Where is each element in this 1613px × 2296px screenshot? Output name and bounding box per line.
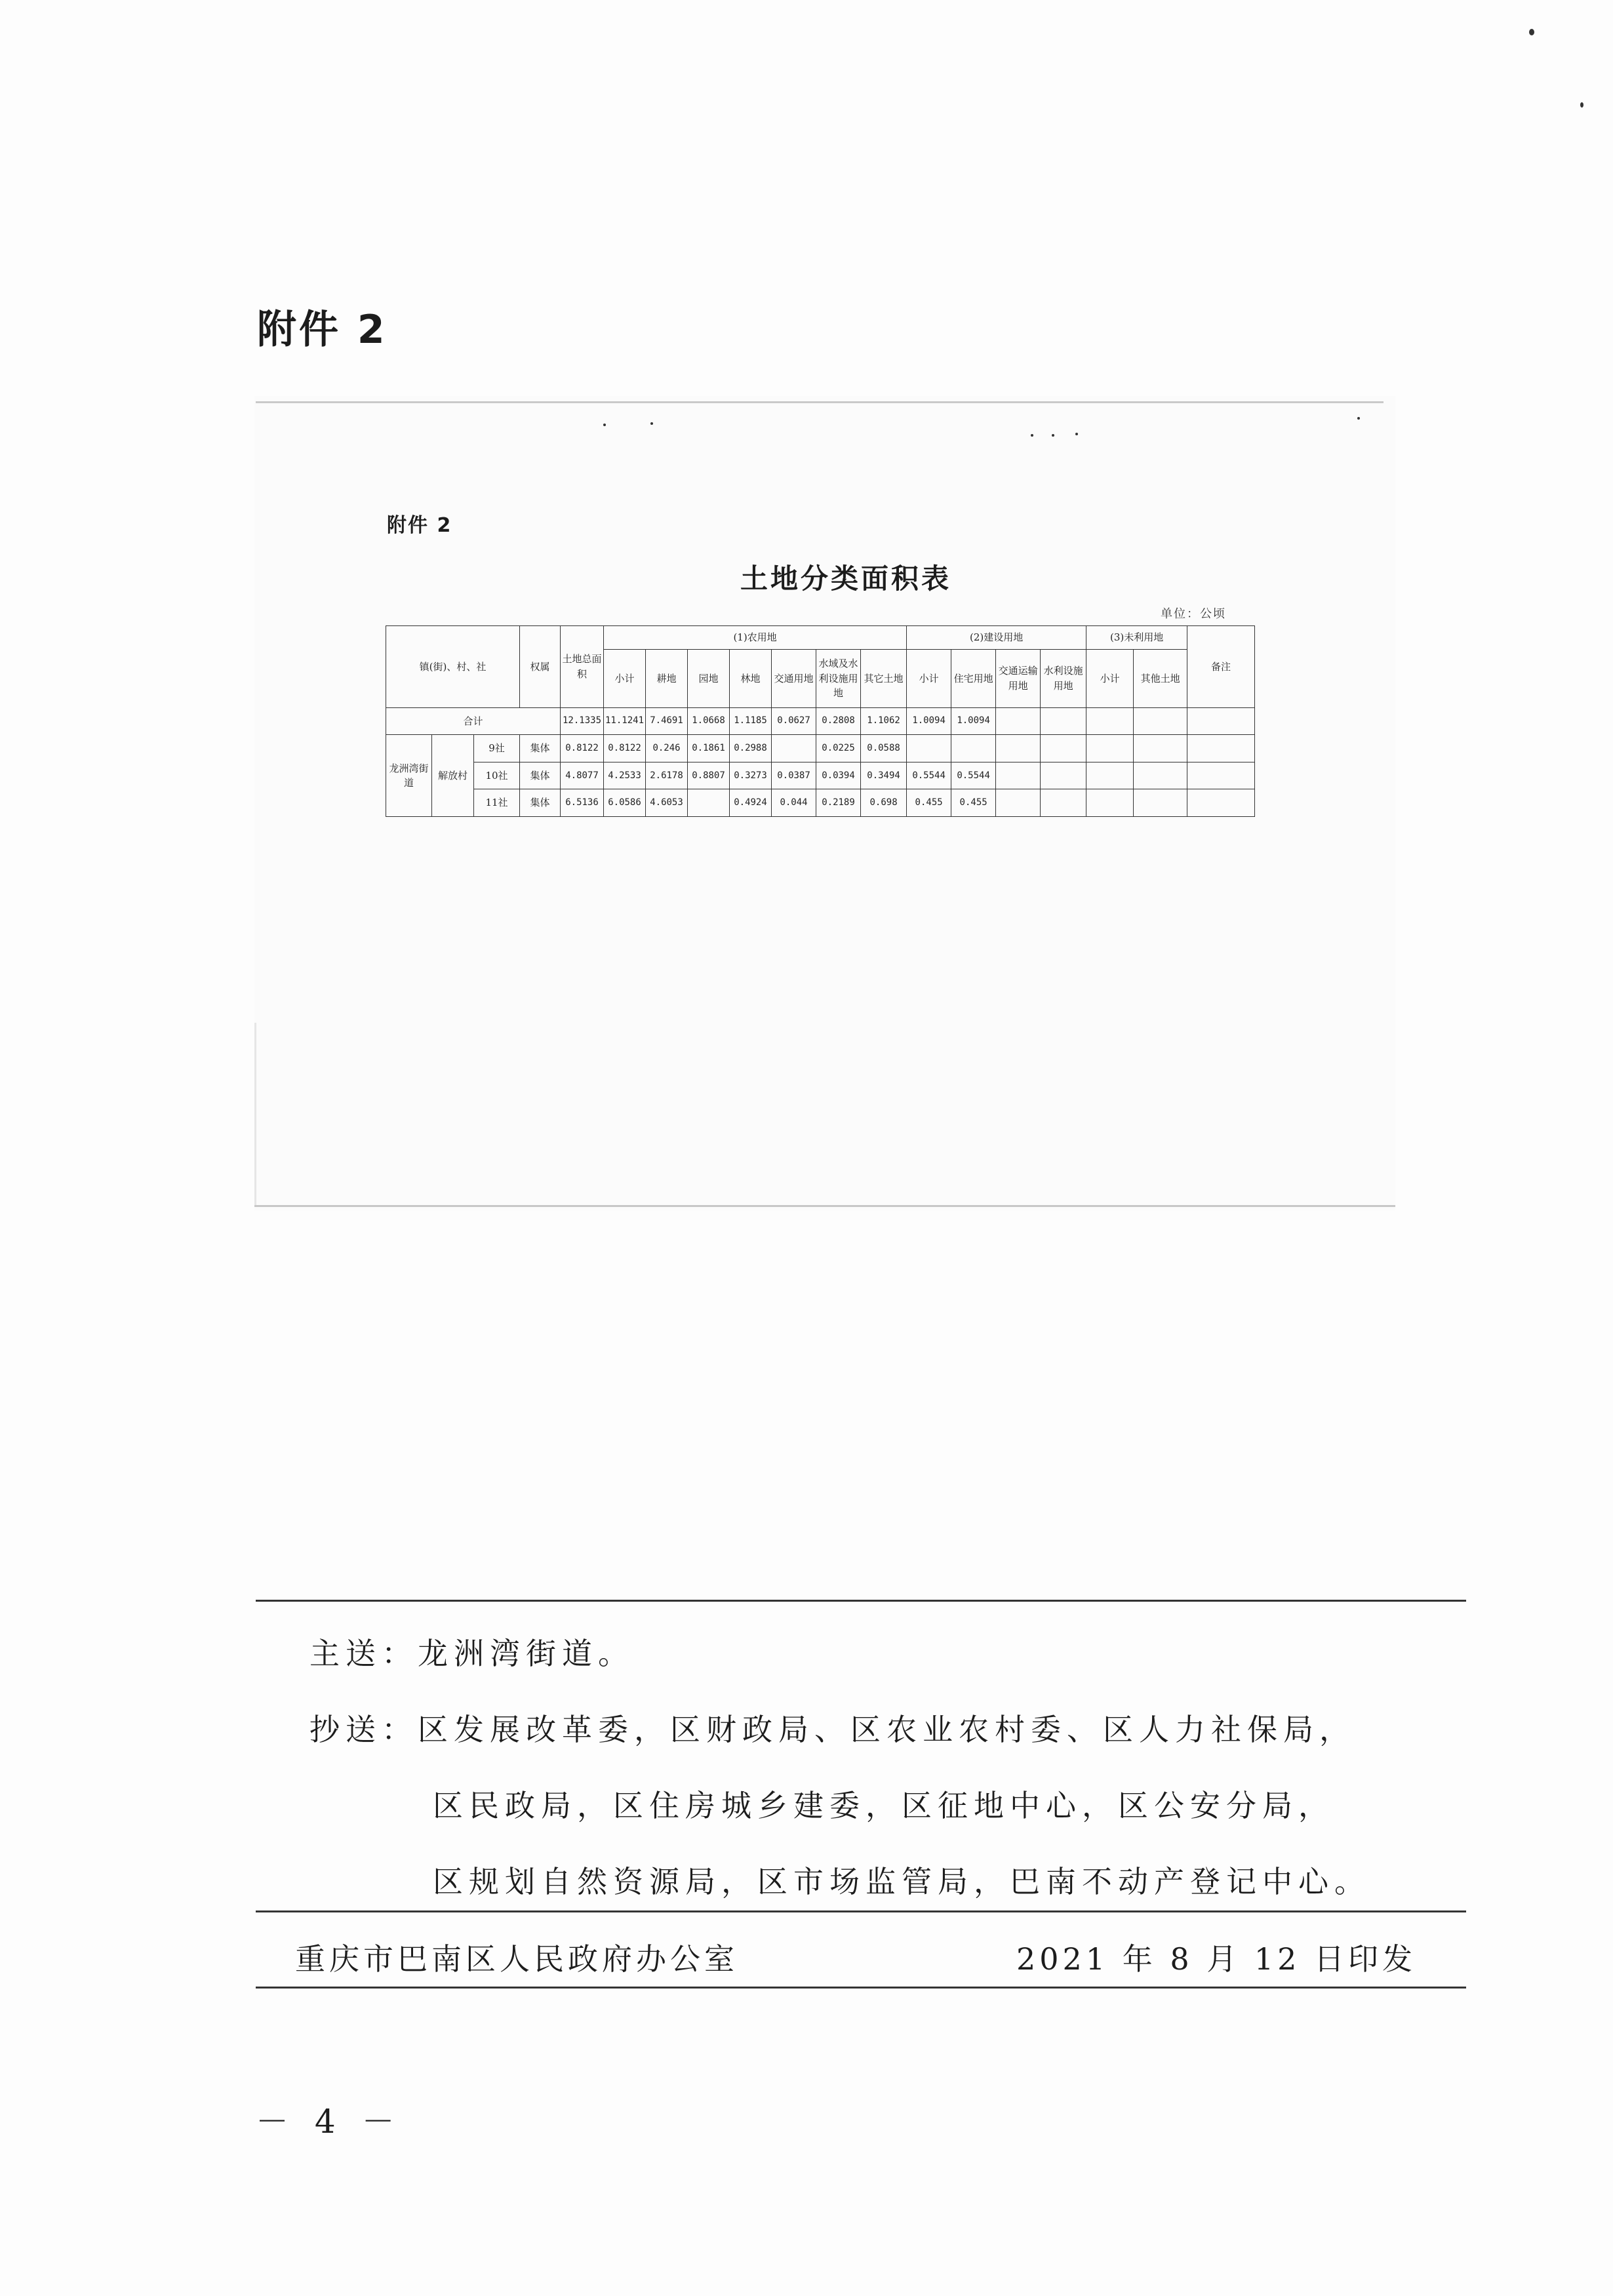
col-header-agri: 耕地 [646, 649, 688, 707]
issuer-top-rule [256, 1910, 1466, 1912]
table-cell: 0.1861 [688, 735, 730, 762]
table-cell: 2.6178 [646, 762, 688, 789]
main-send-label: 主送： [309, 1636, 418, 1671]
table-cell [1086, 735, 1134, 762]
table-cell [1086, 789, 1134, 817]
street-cell: 龙洲湾街道 [386, 735, 432, 817]
total-label: 合计 [386, 707, 561, 735]
table-cell: 0.455 [951, 789, 996, 817]
col-header-total-area: 土地总面积 [561, 626, 604, 708]
table-cell: 7.4691 [646, 707, 688, 735]
table-cell: 1.0668 [688, 707, 730, 735]
group-cell: 10社 [474, 762, 520, 789]
table-cell: 0.0387 [772, 762, 816, 789]
table-cell: 1.0094 [907, 707, 951, 735]
col-header-ownership: 权属 [520, 626, 561, 708]
table-cell: 6.0586 [604, 789, 646, 817]
table-cell [996, 789, 1041, 817]
land-classification-table [386, 625, 1255, 817]
col-header-agri: 其它土地 [861, 649, 907, 707]
group-cell: 9社 [474, 735, 520, 762]
group-header-construction: (2)建设用地 [907, 626, 1086, 650]
group-header-agricultural: (1)农用地 [604, 626, 907, 650]
table-cell [1086, 762, 1134, 789]
table-cell: 0.044 [772, 789, 816, 817]
table-cell [996, 735, 1041, 762]
table-row [386, 789, 1255, 817]
col-header-agri: 水域及水利设施用地 [816, 649, 861, 707]
table-cell: 0.8807 [688, 762, 730, 789]
table-cell [772, 735, 816, 762]
table-cell [1041, 762, 1086, 789]
table-cell: 4.6053 [646, 789, 688, 817]
col-header-construction: 水利设施用地 [1041, 649, 1086, 707]
group-cell: 11社 [474, 789, 520, 817]
table-cell [1134, 707, 1187, 735]
unit-label: 单位：公顷 [1161, 607, 1226, 621]
table-cell: 1.0094 [951, 707, 996, 735]
table-cell: 4.8077 [561, 762, 604, 789]
table-cell: 0.5544 [907, 762, 951, 789]
issuer: 重庆市巴南区人民政府办公室 [295, 1941, 738, 1977]
table-cell: 0.8122 [604, 735, 646, 762]
table-cell: 0.5544 [951, 762, 996, 789]
cc-recipients: 区规划自然资源局，区市场监管局，巴南不动产登记中心。 [433, 1864, 1370, 1899]
scan-left-edge [254, 1023, 256, 1206]
issue-date: 2021 年 8 月 12 日印发 [1016, 1941, 1416, 1977]
scan-top-edge [256, 401, 1384, 403]
scan-speck [1529, 29, 1534, 35]
cc-label: 抄送： [309, 1712, 418, 1747]
scan-speck [603, 424, 606, 426]
scan-speck [650, 422, 653, 425]
table-cell [1086, 707, 1134, 735]
table-cell: 0.0394 [816, 762, 861, 789]
col-header-construction: 交通运输用地 [996, 649, 1041, 707]
table-cell [1041, 789, 1086, 817]
village-cell: 解放村 [432, 735, 474, 817]
scan-bottom-edge [254, 1205, 1395, 1207]
total-row [386, 707, 1255, 735]
col-header-construction: 小计 [907, 649, 951, 707]
table-cell: 0.2808 [816, 707, 861, 735]
table-cell: 0.2988 [730, 735, 772, 762]
col-header-agri: 小计 [604, 649, 646, 707]
table-cell [996, 762, 1041, 789]
table-cell [1134, 789, 1187, 817]
table-cell [1187, 735, 1255, 762]
table-cell [1187, 762, 1255, 789]
scan-speck [1357, 417, 1360, 420]
scan-speck [1052, 434, 1054, 437]
group-header-unused: (3)未利用地 [1086, 626, 1187, 650]
col-header-remark: 备注 [1187, 626, 1255, 708]
col-header-unused: 小计 [1086, 649, 1134, 707]
cc-line [309, 1706, 1355, 1749]
table-cell [1187, 789, 1255, 817]
issuer-bottom-rule [256, 1987, 1466, 1989]
col-header-location: 镇(街)、村、社 [386, 626, 520, 708]
main-send-value: 龙洲湾街道。 [418, 1636, 634, 1671]
ownership-cell: 集体 [520, 762, 561, 789]
table-cell: 0.698 [861, 789, 907, 817]
main-send-line [309, 1630, 634, 1673]
scan-speck [1075, 433, 1078, 435]
col-header-agri: 交通用地 [772, 649, 816, 707]
table-cell: 0.8122 [561, 735, 604, 762]
scan-speck [1031, 434, 1033, 437]
col-header-unused: 其他土地 [1134, 649, 1187, 707]
table-cell: 0.0588 [861, 735, 907, 762]
col-header-construction: 住宅用地 [951, 649, 996, 707]
table-cell: 0.4924 [730, 789, 772, 817]
scan-speck [1580, 102, 1583, 108]
table-cell: 0.246 [646, 735, 688, 762]
table-cell [996, 707, 1041, 735]
table-cell: 4.2533 [604, 762, 646, 789]
table-cell [1041, 707, 1086, 735]
table-cell: 1.1062 [861, 707, 907, 735]
table-cell: 0.3494 [861, 762, 907, 789]
table-cell: 0.455 [907, 789, 951, 817]
table-cell: 6.5136 [561, 789, 604, 817]
col-header-agri: 园地 [688, 649, 730, 707]
table-title: 土地分类面积表 [740, 563, 951, 595]
distribution-top-rule [256, 1600, 1466, 1602]
table-cell: 11.1241 [604, 707, 646, 735]
table-cell: 12.1335 [561, 707, 604, 735]
table-cell [1041, 735, 1086, 762]
cc-recipients: 区发展改革委，区财政局、区农业农村委、区人力社保局， [418, 1712, 1355, 1747]
page-number: － 4 － [256, 2103, 403, 2141]
table-row [386, 735, 1255, 762]
table-cell [951, 735, 996, 762]
ownership-cell: 集体 [520, 789, 561, 817]
table-cell: 0.0225 [816, 735, 861, 762]
table-cell [907, 735, 951, 762]
cc-recipients: 区民政局，区住房城乡建委，区征地中心，区公安分局， [433, 1788, 1334, 1823]
table-cell [688, 789, 730, 817]
table-cell [1134, 735, 1187, 762]
table-cell: 0.3273 [730, 762, 772, 789]
table-cell: 0.2189 [816, 789, 861, 817]
col-header-agri: 林地 [730, 649, 772, 707]
table-cell: 0.0627 [772, 707, 816, 735]
attachment-heading: 附件 2 [257, 307, 388, 353]
table-cell: 1.1185 [730, 707, 772, 735]
table-cell [1134, 762, 1187, 789]
table-cell [1187, 707, 1255, 735]
ownership-cell: 集体 [520, 735, 561, 762]
scan-attachment-heading: 附件 2 [387, 514, 452, 537]
table-row [386, 762, 1255, 789]
